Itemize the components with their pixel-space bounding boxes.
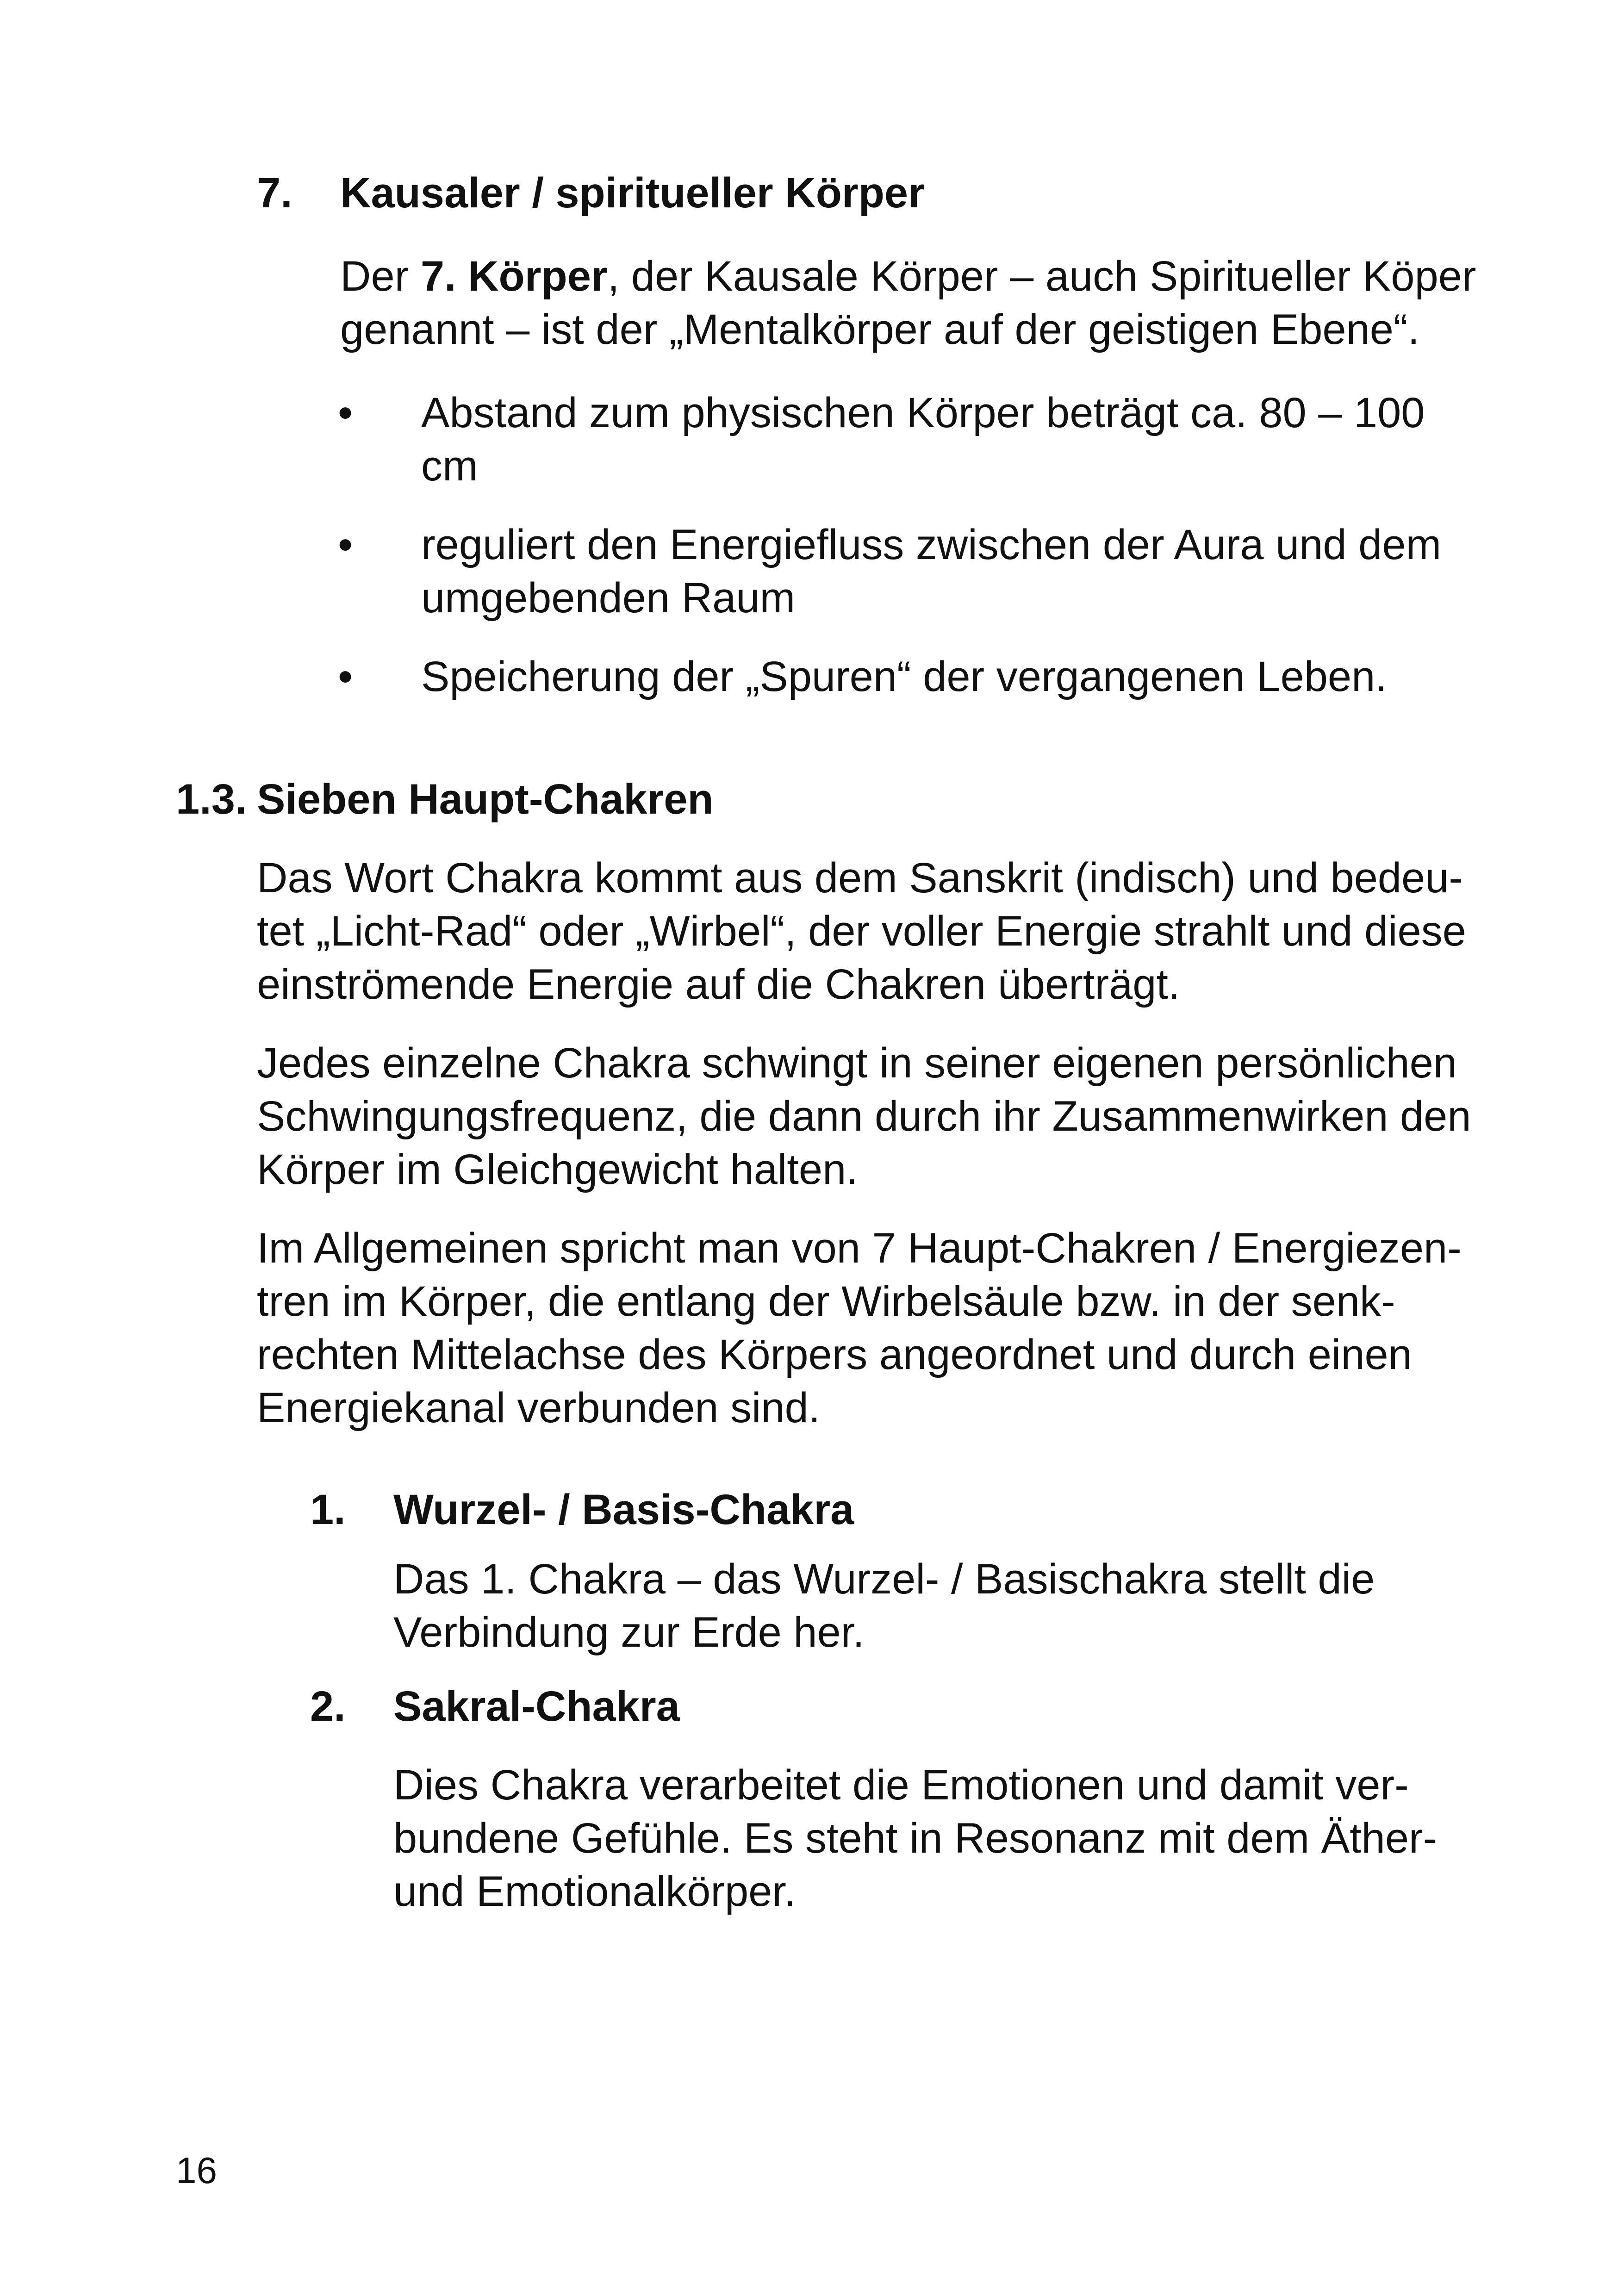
bullet-line: Speicherung der „Spuren“ der vergangenen Leben. (421, 653, 1387, 700)
description-line: Verbindung zur Erde her. (393, 1609, 865, 1656)
chakra-item-description (393, 1553, 1375, 1659)
chakra-item-number: 2. (310, 1683, 346, 1730)
bullet-icon: • (338, 521, 353, 568)
bullet-icon: • (338, 389, 353, 436)
bullet-line: reguliert den Energiefluss zwischen der Aura und dem (421, 521, 1442, 568)
paragraph-line: Im Allgemeinen spricht man von 7 Haupt-Chakren / Energiezen- (257, 1225, 1462, 1272)
bullet-item (421, 518, 1441, 625)
bullet-item (421, 386, 1425, 493)
section-title: Sieben Haupt-Chakren (257, 776, 714, 823)
chakra-item-title: Wurzel- / Basis-Chakra (393, 1486, 854, 1533)
description-line: und Emotionalkörper. (393, 1868, 796, 1915)
page-number: 16 (176, 2150, 217, 2191)
chakra-item-title: Sakral-Chakra (393, 1683, 680, 1730)
item7-title: Kausaler / spiritueller Körper (340, 169, 925, 217)
item7-para-bold: 7. Körper (420, 253, 608, 300)
section-paragraph (257, 852, 1466, 1011)
bullet-line: cm (421, 442, 478, 490)
section-paragraph (257, 1037, 1471, 1196)
item7-number: 7. (257, 169, 292, 217)
bullet-item (421, 650, 1387, 703)
chakra-item-number: 1. (310, 1486, 346, 1533)
item7-para-suffix: , der Kausale Körper – auch Spiritueller Köper (607, 253, 1476, 300)
paragraph-line: Jedes einzelne Chakra schwingt in seiner eigenen persönlichen (257, 1039, 1457, 1087)
paragraph-line: rechten Mittelachse des Körpers angeordnet und durch einen (257, 1331, 1412, 1378)
item7-paragraph (340, 250, 1476, 356)
description-line: Dies Chakra verarbeitet die Emotionen und damit ver- (393, 1761, 1409, 1809)
paragraph-line: einströmende Energie auf die Chakren überträgt. (257, 961, 1180, 1008)
section-number: 1.3. (176, 776, 247, 823)
section-paragraph (257, 1222, 1462, 1435)
item7-para-line1 (340, 250, 1476, 303)
bullet-icon: • (338, 653, 353, 700)
chakra-item-description (393, 1759, 1437, 1918)
bullet-line: umgebenden Raum (421, 574, 796, 622)
description-line: Das 1. Chakra – das Wurzel- / Basischakra stellt die (393, 1556, 1375, 1603)
paragraph-line: Energiekanal verbunden sind. (257, 1384, 821, 1431)
item7-para-prefix: Der (340, 253, 421, 300)
item7-para-line2: genannt – ist der „Mentalkörper auf der geistigen Ebene“. (340, 306, 1420, 353)
description-line: bundene Gefühle. Es steht in Resonanz mit dem Äther- (393, 1815, 1438, 1862)
paragraph-line: Schwingungsfrequenz, die dann durch ihr Zusammenwirken den (257, 1093, 1471, 1140)
paragraph-line: Körper im Gleichgewicht halten. (257, 1146, 858, 1193)
paragraph-line: tet „Licht-Rad“ oder „Wirbel“, der voller Energie strahlt und diese (257, 908, 1466, 955)
paragraph-line: Das Wort Chakra kommt aus dem Sanskrit (indisch) und bedeu- (257, 854, 1463, 902)
paragraph-line: tren im Körper, die entlang der Wirbelsäule bzw. in der senk- (257, 1278, 1395, 1325)
bullet-line: Abstand zum physischen Körper beträgt ca. 80 – 100 (421, 389, 1425, 436)
